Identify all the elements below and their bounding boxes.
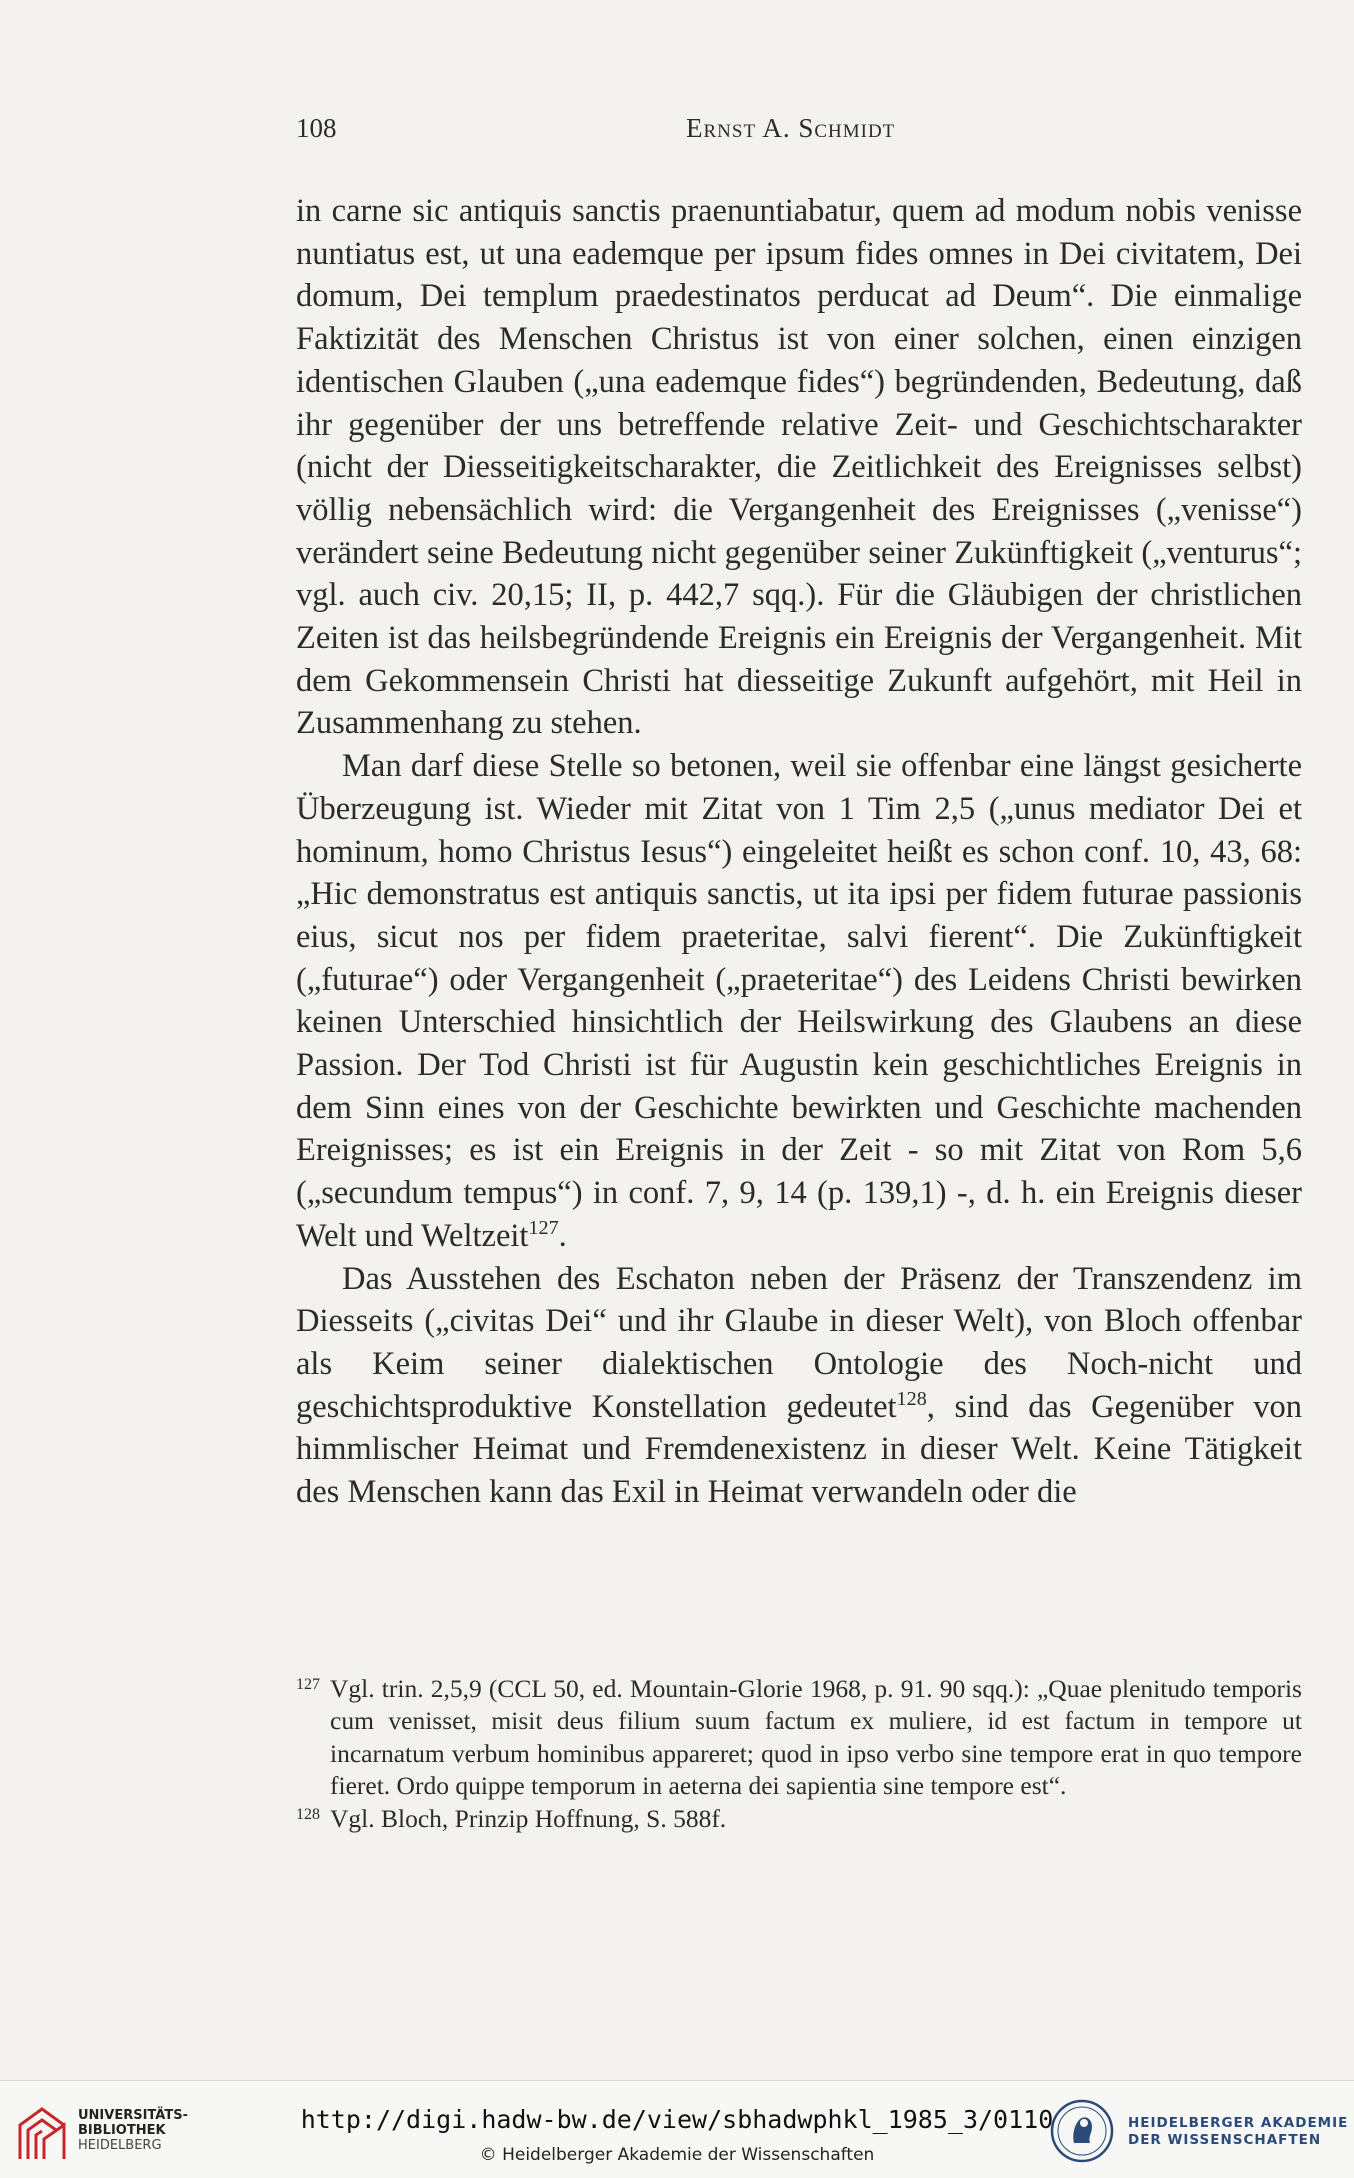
running-head — [296, 113, 1302, 147]
paragraph-2-text: Man darf diese Stelle so betonen, weil sie offenbar eine längst gesicherte Überzeugung ist. Wieder mit Zitat von 1 Tim 2,5 („unus mediator Dei et hominum, homo Christus Iesus“) eingeleitet heißt es schon conf. 10, 43, 68: „Hic demonstratus est antiquis sanctis, ut ita ipsi per fidem futurae passionis eius, sicut nos per fidem praeteritae, salvi fierent“. Die Zukünftigkeit („futurae“) oder Vergangenheit („praeteritae“) des Leidens Christi bewirken keinen Unterschied hinsichtlich der Heilswirkung des Glaubens an diese Passion. Der Tod Christi ist für Augustin kein geschichtliches Ereignis in dem Sinn eines von der Geschichte bewirkten und Geschichte machenden Ereignisses; es ist ein Ereignis in der Zeit - so mit Zitat von Rom 5,6 („secundum tempus“) in conf. 7, 9, 14 (p. 139,1) -, d. h. ein Ereignis dieser Welt und Weltzeit — [296, 748, 1302, 1254]
paragraph-2 — [296, 745, 1302, 1257]
footnote-text: Vgl. trin. 2,5,9 (CCL 50, ed. Mountain-Glorie 1968, p. 91. 90 sqq.): „Quae plenitudo temporis cum venisset, misit deus filium suum factum ex muliere, id est factum in tempore ut incarnatum verbum hominibus appareret; quod in ipso verbo sine tempore erat in quo tempore fieret. Ordo quippe temporum in aeterna dei sapientia sine tempore est“. — [330, 1674, 1302, 1801]
academy-line-2: DER WISSENSCHAFTEN — [1128, 2132, 1322, 2148]
paragraph-1-text: in carne sic antiquis sanctis praenuntiabatur, quem ad modum nobis venisse nuntiatus est, ut una eademque per ipsum fides omnes in Dei civitatem, Dei domum, Dei templum praedestinatos perducat ad Deum“. Die einmalige Faktizität des Menschen Christus ist von einer solchen, einen einzigen identischen Glauben („una eademque fides“) begründenden, Bedeutung, daß ihr gegenüber der uns betreffende relative Zeit- und Geschichtscharakter (nicht der Diesseitigkeitscharakter, die Zeitlichkeit des Ereignisses selbst) völlig nebensächlich wird: die Vergangenheit des Ereignisses („venisse“) verändert seine Bedeutung nicht gegenüber seiner Zukünftigkeit („venturus“; vgl. auch civ. 20,15; II, p. 442,7 sqq.). Für die Gläubigen der christlichen Zeiten ist das heilsbegründende Ereignis ein Ereignis der Vergangenheit. Mit dem Gekommensein Christi hat diesseitige Zukunft aufgehört, mit Heil in Zusammenhang zu stehen. — [296, 193, 1302, 742]
academy-name[interactable] — [1128, 2115, 1348, 2149]
footnotes — [296, 1673, 1302, 1835]
paragraph-3-tail: , sind das Gegenüber von himmlischer Heimat und Fremdenexistenz in dieser Welt. Keine Tätigkeit des Menschen kann das Exil in Heimat verwandeln oder die — [296, 1388, 1303, 1511]
body-text — [296, 190, 1302, 1514]
footnote-ref-128[interactable]: 128 — [896, 1387, 927, 1410]
viewer-footer-bar — [0, 2080, 1354, 2178]
footnote-number: 127 — [296, 1676, 320, 1693]
copyright-notice: © Heidelberger Akademie der Wissenschaften — [479, 2145, 875, 2165]
paragraph-2-tail: . — [558, 1217, 567, 1254]
running-title: Ernst A. Schmidt — [686, 113, 896, 143]
permalink-url[interactable]: http://digi.hadw-bw.de/view/sbhadwphkl_1985_3/0110 — [300, 2105, 1054, 2134]
paragraph-3-text: Das Ausstehen des Eschaton neben der Präsenz der Transzendenz im Diesseits („civitas Dei“ und ihr Glaube in dieser Welt), von Bloch offenbar als Keim seiner dialektischen Ontologie des Noch-nicht und geschichtsproduktive Konstellation gedeutet — [296, 1260, 1302, 1425]
library-line-1: UNIVERSITÄTS- — [78, 2108, 188, 2123]
footnote-128 — [296, 1803, 1302, 1835]
library-line-3: HEIDELBERG — [78, 2138, 162, 2153]
footnote-text: Vgl. Bloch, Prinzip Hoffnung, S. 588f. — [330, 1803, 727, 1833]
academy-line-1: HEIDELBERGER AKADEMIE — [1128, 2115, 1349, 2131]
footnote-ref-127[interactable]: 127 — [528, 1217, 559, 1240]
paragraph-1 — [296, 190, 1302, 745]
footnote-127 — [296, 1673, 1302, 1803]
paragraph-3 — [296, 1258, 1302, 1514]
academy-seal-icon[interactable] — [1050, 2099, 1114, 2163]
footnote-number: 128 — [296, 1805, 320, 1823]
page-number: 108 — [296, 113, 337, 143]
library-line-2: BIBLIOTHEK — [78, 2123, 166, 2138]
